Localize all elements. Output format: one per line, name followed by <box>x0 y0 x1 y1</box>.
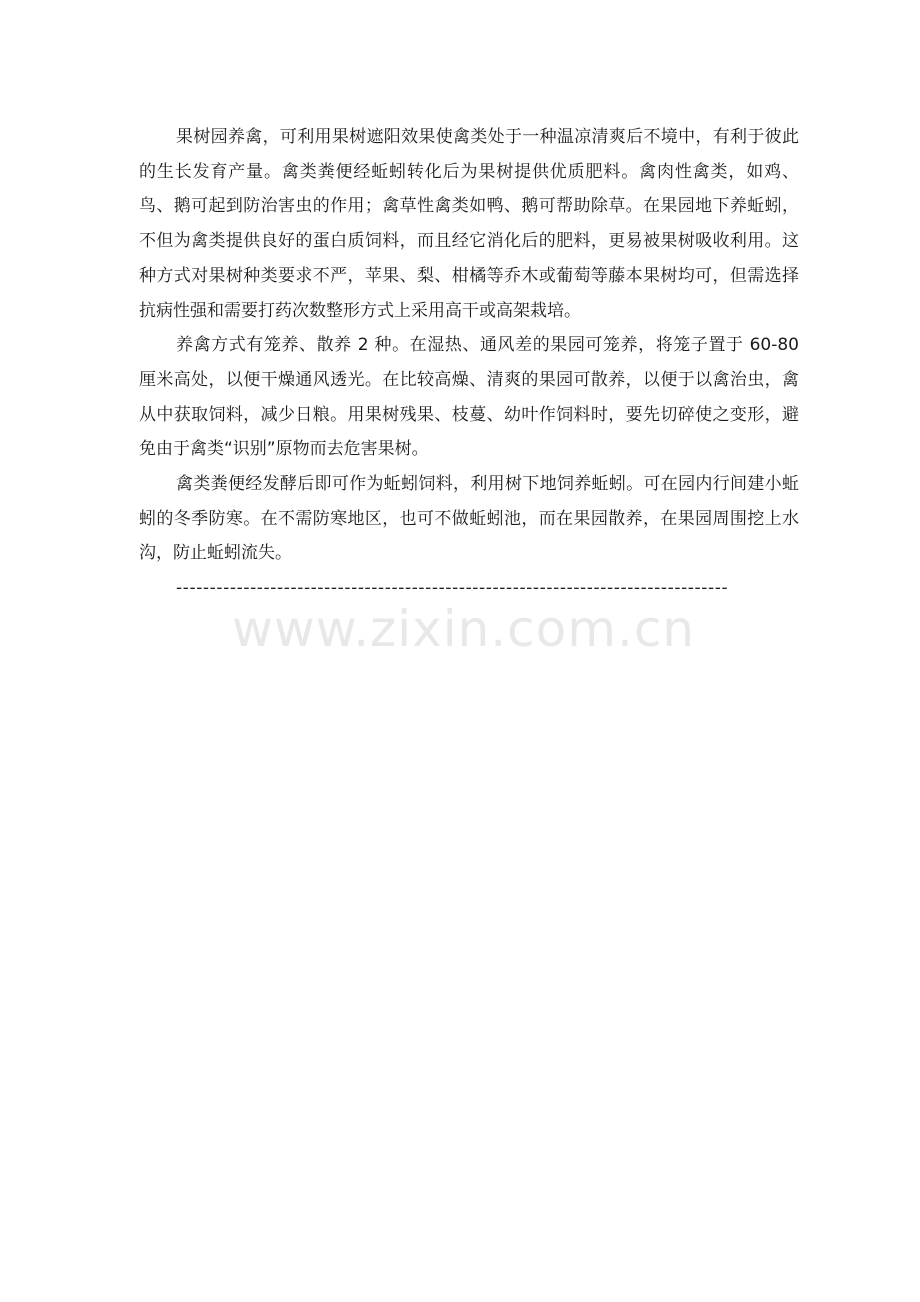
paragraph-2: 养禽方式有笼养、散养 2 种。在湿热、通风差的果园可笼养，将笼子置于 60-80 厘米高处，以便干燥通风透光。在比较高燥、清爽的果园可散养，以便于以禽治虫，禽从中获取饲料，减少日粮。用果树残果、枝蔓、幼叶作饲料时，要先切碎使之变形，避免由于禽类“识别”原物而去危害果树。 <box>139 335 799 460</box>
document-body <box>139 120 799 606</box>
paragraph-1: 果树园养禽，可利用果树遮阳效果使禽类处于一种温凉清爽后不境中，有利于彼此的生长发育产量。禽类粪便经蚯蚓转化后为果树提供优质肥料。禽肉性禽类，如鸡、鸟、鹅可起到防治害虫的作用；禽草性禽类如鸭、鹅可帮助除草。在果园地下养蚯蚓，不但为禽类提供良好的蛋白质饲料，而且经它消化后的肥料，更易被果树吸收利用。这种方式对果树种类要求不严，苹果、梨、柑橘等乔木或葡萄等藤本果树均可，但需选择抗病性强和需要打药次数整形方式上采用高干或高架栽培。 <box>139 127 799 321</box>
dashed-divider: ---------------------------------------------------------------------------------- <box>176 578 729 599</box>
watermark: www.zixin.com.cn <box>232 600 696 658</box>
paragraph-3: 禽类粪便经发酵后即可作为蚯蚓饲料，利用树下地饲养蚯蚓。可在园内行间建小蚯蚓的冬季防寒。在不需防寒地区，也可不做蚯蚓池，而在果园散养，在果园周围挖上水沟，防止蚯蚓流失。 <box>139 474 799 564</box>
